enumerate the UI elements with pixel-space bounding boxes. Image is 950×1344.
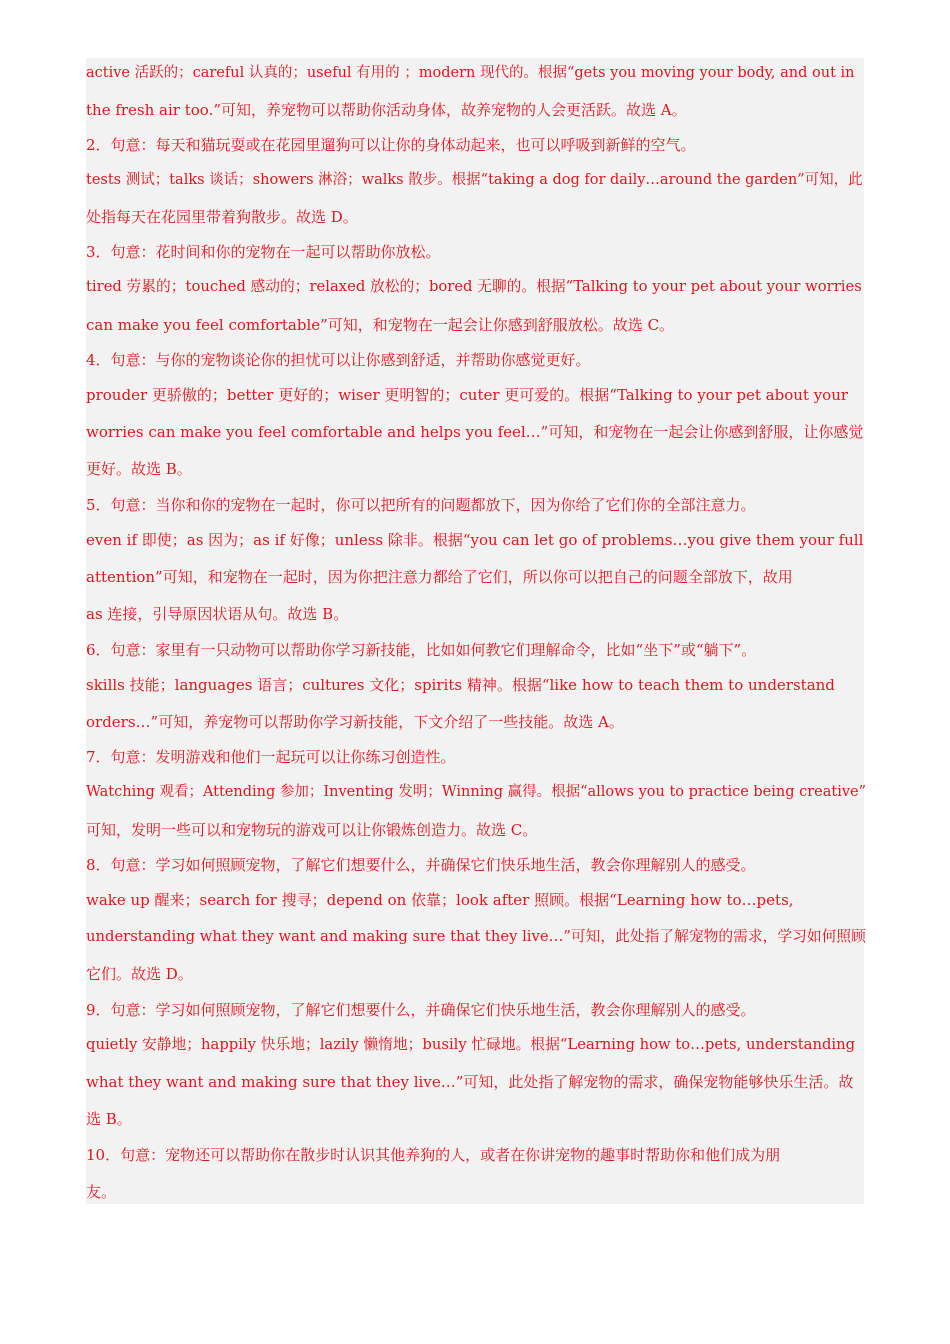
text-line: active 活跃的；careful 认真的；useful 有用的 ；modern 现代的。根据“gets you moving your body, and out in (86, 65, 855, 81)
text-line: 友。 (86, 1183, 117, 1201)
text-line: 6．句意：家里有一只动物可以帮助你学习新技能，比如如何教它们理解命令，比如“坐下”或“躺下”。 (86, 641, 757, 659)
text-line: 可知，发明一些可以和宠物玩的游戏可以让你锻炼创造力。故选 C。 (86, 821, 538, 839)
text-line: skills 技能；languages 语言；cultures 文化；spirits 精神。根据“like how to teach them to understand (86, 676, 835, 694)
text-line: wake up 醒来；search for 搜寻；depend on 依靠；look after 照顾。根据“Learning how to…pets, (86, 891, 794, 909)
text-line: worries can make you feel comfortable and helps you feel…”可知，和宠物在一起会让你感到舒服，让你感觉 (86, 423, 864, 441)
text-line: 选 B。 (86, 1110, 132, 1128)
text-line: attention”可知，和宠物在一起时，因为你把注意力都给了它们，所以你可以把自己的问题全部放下，故用 (86, 568, 793, 586)
text-line: 它们。故选 D。 (86, 965, 193, 983)
text-line: the fresh air too.”可知，养宠物可以帮助你活动身体，故养宠物的人会更活跃。故选 A。 (86, 101, 687, 119)
text-line: 2．句意：每天和猫玩耍或在花园里遛狗可以让你的身体动起来，也可以呼吸到新鲜的空气。 (86, 136, 696, 154)
text-line: orders…”可知，养宠物可以帮助你学习新技能，下文介绍了一些技能。故选 A。 (86, 713, 624, 731)
text-line: 更好。故选 B。 (86, 460, 192, 478)
text-line: quietly 安静地；happily 快乐地；lazily 懒惰地；busily 忙碌地。根据“Learning how to…pets, understanding (86, 1036, 856, 1053)
text-line: 3．句意：花时间和你的宠物在一起可以帮助你放松。 (86, 243, 441, 261)
text-line: can make you feel comfortable”可知，和宠物在一起会让你感到舒服放松。故选 C。 (86, 316, 675, 334)
text-line: what they want and making sure that they live…”可知，此处指了解宠物的需求，确保宠物能够快乐生活。故 (86, 1073, 854, 1091)
text-line: as 连接，引导原因状语从句。故选 B。 (86, 605, 349, 623)
text-line: Watching 观看；Attending 参加；Inventing 发明；Winning 赢得。根据“allows you to practice being creative” (86, 784, 867, 800)
text-line: tired 劳累的；touched 感动的；relaxed 放松的；bored 无聊的。根据“Talking to your pet about your worries (86, 278, 862, 295)
text-line: 5．句意：当你和你的宠物在一起时，你可以把所有的问题都放下，因为你给了它们你的全部注意力。 (86, 496, 756, 514)
text-line: tests 测试；talks 谈话；showers 淋浴；walks 散步。根据“taking a dog for daily…around the garden”可知，此 (86, 172, 863, 188)
text-line: 7．句意：发明游戏和他们一起玩可以让你练习创造性。 (86, 748, 456, 766)
text-line: 8．句意：学习如何照顾宠物，了解它们想要什么，并确保它们快乐地生活，教会你理解别人的感受。 (86, 856, 756, 874)
text-line: even if 即使；as 因为；as if 好像；unless 除非。根据“you can let go of problems…you give them your full (86, 531, 864, 549)
text-line: understanding what they want and making sure that they live…”可知，此处指了解宠物的需求，学习如何照顾 (86, 928, 866, 945)
text-line: 9．句意：学习如何照顾宠物，了解它们想要什么，并确保它们快乐地生活，教会你理解别人的感受。 (86, 1001, 756, 1019)
text-line: 4．句意：与你的宠物谈论你的担忧可以让你感到舒适，并帮助你感觉更好。 (86, 351, 591, 369)
text-line: prouder 更骄傲的；better 更好的；wiser 更明智的；cuter 更可爱的。根据“Talking to your pet about your (86, 386, 849, 404)
text-line: 10．句意：宠物还可以帮助你在散步时认识其他养狗的人，或者在你讲宠物的趣事时帮助你和他们成为朋 (86, 1146, 781, 1164)
text-line: 处指每天在花园里带着狗散步。故选 D。 (86, 208, 358, 226)
